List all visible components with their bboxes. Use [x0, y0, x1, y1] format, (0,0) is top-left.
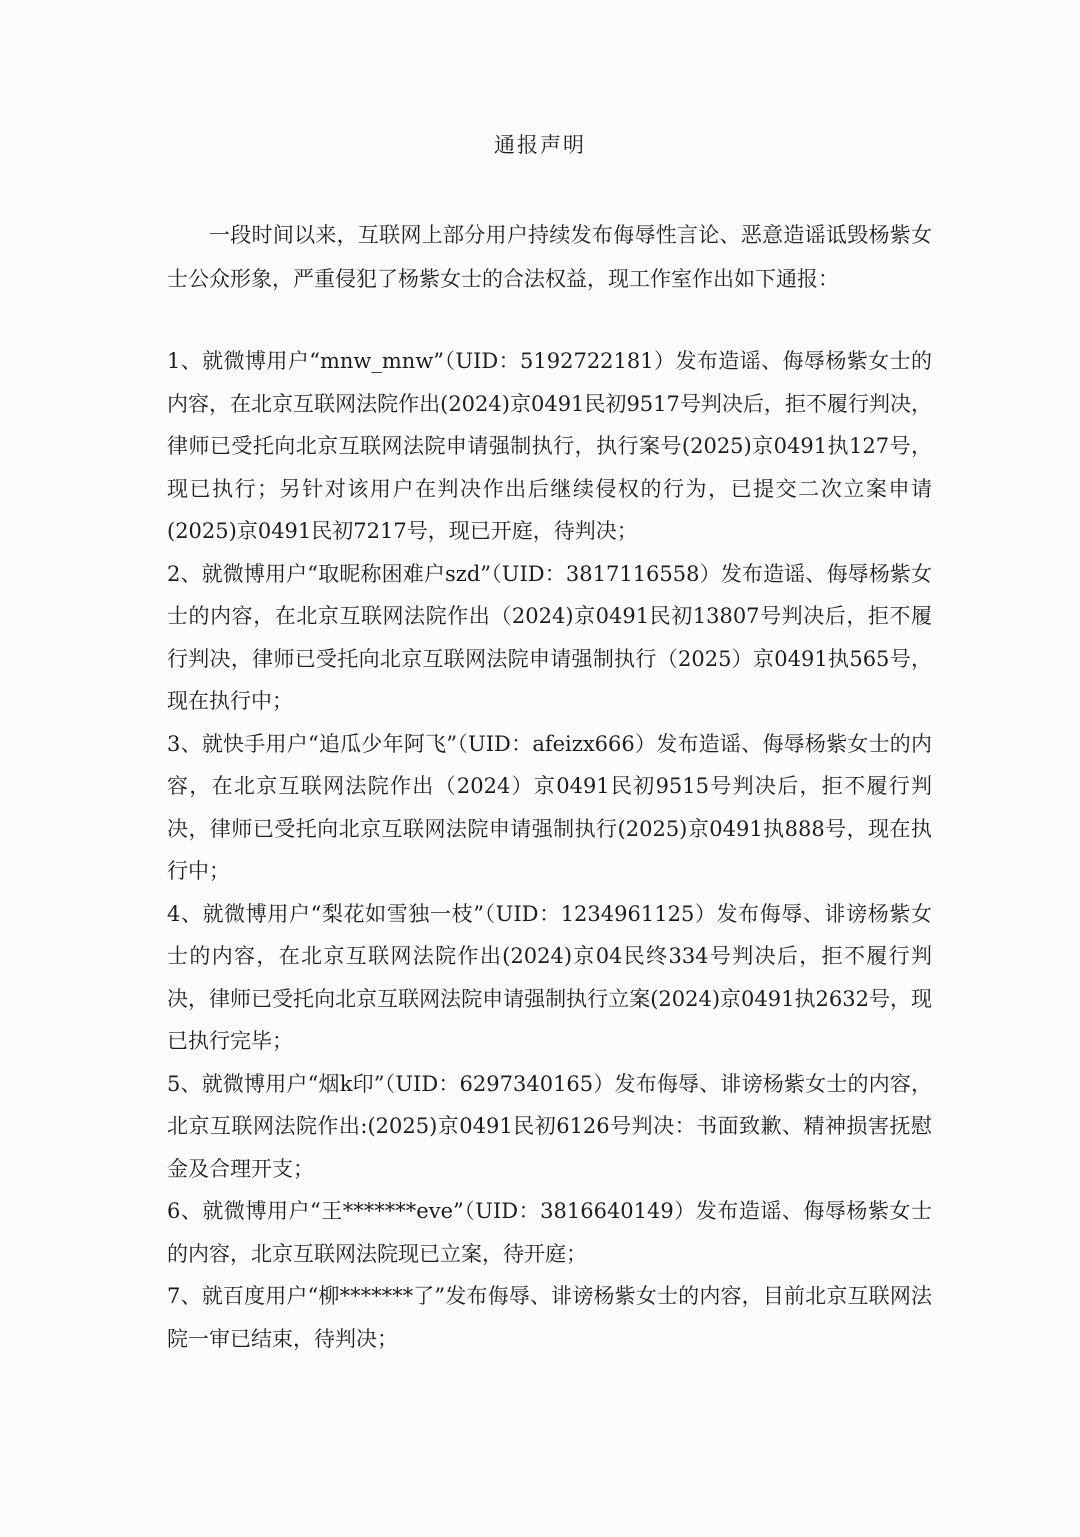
list-item: 2、就微博用户“取昵称困难户szd”（UID：3817116558）发布造谣、侮辱杨紫女士的内容，在北京互联网法院作出（2024)京0491民初13807号判决后，拒不履行判决，律师已受托向北京互联网法院申请强制执行（2025）京0491执565号，现在执行中； — [167, 561, 932, 713]
list-item: 5、就微博用户“烟k印”（UID：6297340165）发布侮辱、诽谤杨紫女士的内容，北京互联网法院作出:(2025)京0491民初6126号判决：书面致歉、精神损害抚慰金及合理开支； — [167, 1071, 932, 1181]
list-item: 6、就微博用户“王*******eve”（UID：3816640149）发布造谣、侮辱杨紫女士的内容，北京互联网法院现已立案，待开庭； — [167, 1199, 932, 1266]
notice-items — [167, 340, 932, 1360]
list-item: 3、就快手用户“追瓜少年阿飞”（UID：afeizx666）发布造谣、侮辱杨紫女士的内容，在北京互联网法院作出（2024）京0491民初9515号判决后，拒不履行判决，律师已受托向北京互联网法院申请强制执行(2025)京0491执888号，现在执行中； — [167, 731, 932, 883]
list-item: 1、就微博用户“mnw_mnw”（UID：5192722181）发布造谣、侮辱杨紫女士的内容，在北京互联网法院作出(2024)京0491民初9517号判决后，拒不履行判决，律师已受托向北京互联网法院申请强制执行，执行案号(2025)京0491执127号，现已执行；另针对该用户在判决作出后继续侵权的行为，已提交二次立案申请(2025)京0491民初7217号，现已开庭，待判决； — [167, 349, 932, 543]
document-title: 通报声明 — [494, 133, 586, 157]
list-item: 4、就微博用户“梨花如雪独一枝”（UID：1234961125）发布侮辱、诽谤杨紫女士的内容，在北京互联网法院作出(2024)京04民终334号判决后，拒不履行判决，律师已受托向北京互联网法院申请强制执行立案(2024)京0491执2632号，现已执行完毕； — [167, 901, 932, 1053]
intro-paragraph: 一段时间以来，互联网上部分用户持续发布侮辱性言论、恶意造谣诋毁杨紫女士公众形象，严重侵犯了杨紫女士的合法权益，现工作室作出如下通报： — [167, 223, 932, 291]
list-item: 7、就百度用户“柳*******了”发布侮辱、诽谤杨紫女士的内容，目前北京互联网法院一审已结束，待判决； — [167, 1284, 932, 1351]
